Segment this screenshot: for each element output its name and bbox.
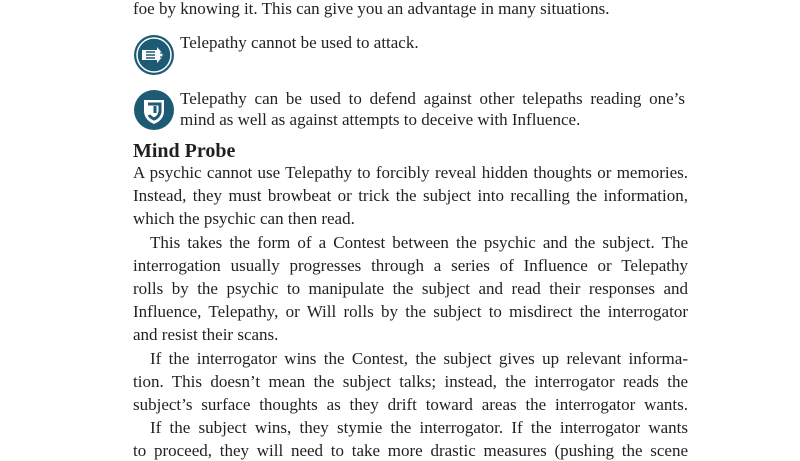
paragraph-2-line-1: This takes the form of a Contest between the psychic and the subject. The <box>150 233 688 252</box>
paragraph-1-line-2: Instead, they must browbeat or trick the subject into recalling the information, <box>133 186 688 205</box>
shield-hook-icon <box>133 89 175 131</box>
paragraph-4-line-2: to proceed, they will need to take more drastic measures (pushing the scene <box>133 441 688 460</box>
paragraph-1-line-3: which the psychic can then read. <box>133 209 355 228</box>
paragraph-2-line-4: Influence, Telepathy, or Will rolls by the subject to misdirect the interrogator <box>133 302 688 321</box>
note-attack-text: Telepathy cannot be used to attack. <box>180 33 419 52</box>
paragraph-3-line-1: If the interrogator wins the Contest, the subject gives up relevant informa- <box>150 349 688 368</box>
paragraph-3-line-2: tion. This doesn’t mean the subject talks; instead, the interrogator reads the <box>133 372 688 391</box>
paragraph-4-line-1: If the subject wins, they stymie the interrogator. If the interrogator wants <box>150 418 688 437</box>
paragraph-2-line-5: and resist their scans. <box>133 325 279 344</box>
intro-tail-line: foe by knowing it. This can give you an advantage in many situations. <box>133 0 610 18</box>
section-heading: Mind Probe <box>133 140 236 162</box>
paragraph-2-line-2: interrogation usually progresses through a series of Influence or Telepathy <box>133 256 688 275</box>
shield-hand-icon <box>133 34 175 76</box>
paragraph-2-line-3: rolls by the psychic to manipulate the subject and read their responses and <box>133 279 688 298</box>
paragraph-1-line-1: A psychic cannot use Telepathy to forcibly reveal hidden thoughts or memories. <box>133 163 688 182</box>
paragraph-3-line-3: subject’s surface thoughts as they drift toward areas the interrogator wants. <box>133 395 688 414</box>
note-defend-text-line-1: Telepathy can be used to defend against other telepaths reading one’s <box>180 89 685 108</box>
note-defend-text-line-2: mind as well as against attempts to deceive with Influence. <box>180 110 581 129</box>
